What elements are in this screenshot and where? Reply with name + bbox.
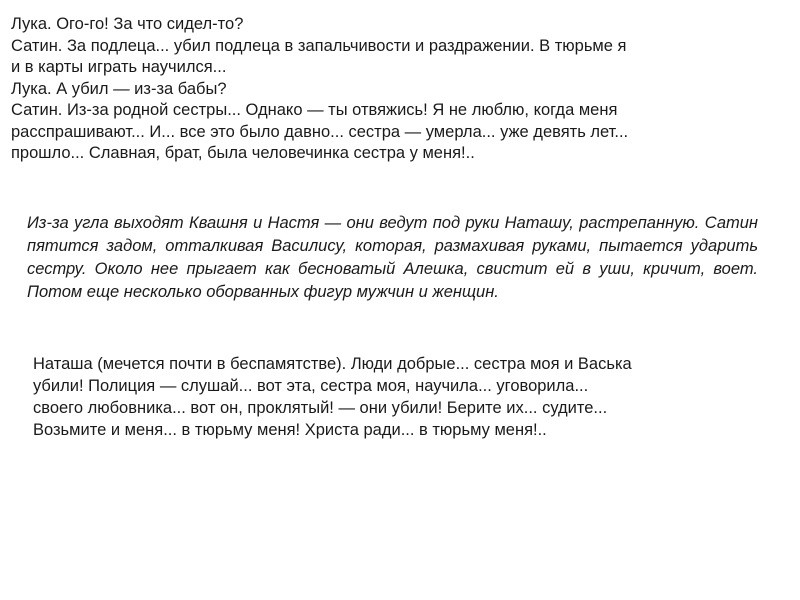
dialog-line: Сатин. За подлеца... убил подлеца в запальчивости и раздражении. В тюрьме я [11,36,627,55]
dialog-luka-satin [11,14,791,165]
dialog-line: убили! Полиция — слушай... вот эта, сестра моя, научила... уговорила... [33,377,589,395]
dialog-line: своего любовника... вот он, проклятый! — они убили! Берите их... судите... [33,399,608,417]
dialog-line: Лука. А убил — из-за бабы? [11,79,227,98]
stage-direction-text: Из-за угла выходят Квашня и Настя — они ведут под руки Наташу, растрепанную. Сатин пятится задом, отталкивая Василису, которая, размахивая руками, пытается ударить сестру. Около нее прыгает как бесноватый Алешка, свистит ей в уши, кричит, воет. Потом еще несколько оборванных фигур мужчин и женщин. [27,214,758,301]
dialog-line: Лука. Ого-го! За что сидел-то? [11,15,244,33]
dialog-line: расспрашивают... И... все это было давно... сестра — умерла... уже девять лет... [11,122,629,141]
dialog-line: Возьмите и меня... в тюрьму меня! Христа ради... в тюрьму меня!.. [33,421,547,439]
dialog-line: прошло... Славная, брат, была человечинка сестра у меня!.. [11,144,475,162]
dialog-line: Наташа (мечется почти в беспамятстве). Люди добрые... сестра моя и Васька [33,355,632,373]
dialog-line: и в карты играть научился... [11,58,227,76]
dialog-line: Сатин. Из-за родной сестры... Однако — ты отвяжись! Я не люблю, когда меня [11,101,618,119]
dialog-natasha [33,353,773,441]
